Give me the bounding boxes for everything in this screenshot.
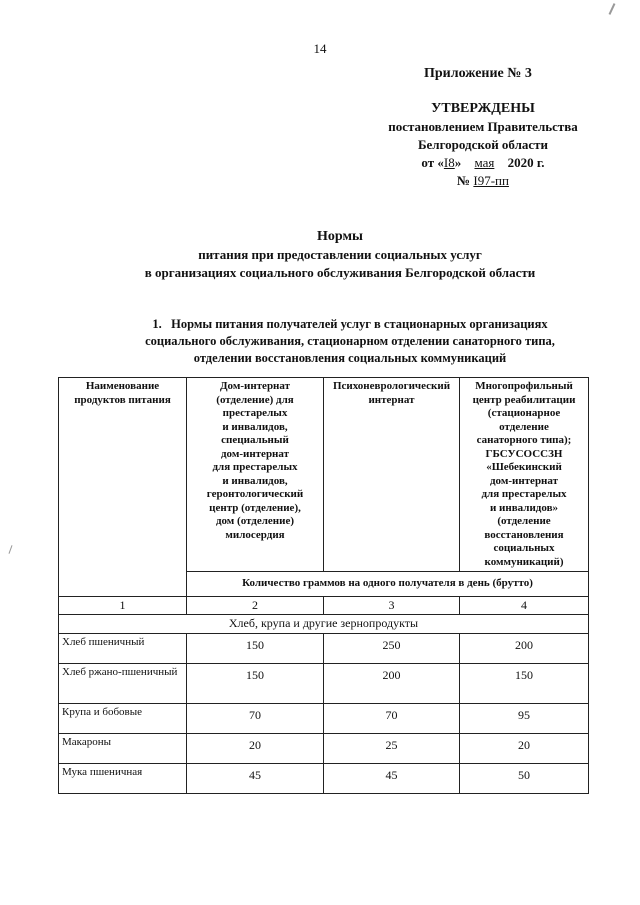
column-number: 1 (59, 596, 187, 615)
section-line-3: отделении восстановления социальных коммуникаций (193, 351, 507, 365)
group-label: Хлеб, крупа и другие зернопродукты (59, 615, 589, 634)
product-name: Мука пшеничная (59, 763, 187, 793)
date-mid: » (454, 155, 462, 170)
product-name: Крупа и бобовые (59, 703, 187, 733)
approval-block (358, 100, 608, 190)
nutrition-norms-table (58, 377, 589, 794)
column-number: 4 (460, 596, 589, 615)
table-row (59, 733, 589, 763)
header-products: Наименование продуктов питания (59, 378, 187, 597)
value-cell: 95 (460, 703, 589, 733)
date-year: 2020 г. (507, 155, 545, 170)
product-name: Хлеб пшеничный (59, 633, 187, 663)
header-psychoneurological: Психоневрологический интернат (324, 378, 460, 572)
group-row (59, 615, 589, 634)
product-name: Хлеб ржано-пшеничный (59, 663, 187, 703)
approval-title: УТВЕРЖДЕНЫ (431, 101, 535, 116)
column-number: 3 (324, 596, 460, 615)
number-prefix: № (457, 173, 471, 188)
approval-date (358, 154, 608, 172)
title-heading: Нормы (317, 229, 363, 244)
page-number: 14 (313, 41, 327, 56)
section-number: 1. (152, 317, 162, 331)
section-heading (100, 316, 600, 367)
value-cell: 150 (187, 633, 324, 663)
value-cell: 45 (187, 763, 324, 793)
section-line-2: социального обслуживания, стационарном отделении санаторного типа, (145, 334, 555, 348)
value-cell: 70 (324, 703, 460, 733)
date-day: I8 (443, 155, 455, 170)
date-prefix: от « (421, 155, 444, 170)
appendix-label: Приложение № 3 (424, 66, 532, 81)
value-cell: 70 (187, 703, 324, 733)
value-cell: 25 (324, 733, 460, 763)
scan-mark (609, 3, 616, 15)
value-cell: 200 (460, 633, 589, 663)
date-month: мая (474, 155, 495, 170)
title-subheading-2: в организациях социального обслуживания Белгородской области (144, 265, 536, 280)
header-nursing-home: Дом-интернат (отделение) для престарелых и инвалидов, специальный дом-интернат для престарелых и инвалидов, геронтологический центр (отделение), дом (отделение) милосердия (187, 378, 324, 572)
scan-mark (8, 545, 12, 554)
units-label: Количество граммов на одного получателя в день (брутто) (187, 572, 589, 597)
table-header-row (59, 378, 589, 572)
approval-line-2: Белгородской области (417, 137, 549, 152)
title-subheading-1: питания при предоставлении социальных услуг (198, 247, 482, 262)
value-cell: 150 (187, 663, 324, 703)
approval-number (358, 172, 608, 190)
section-line-1 (100, 316, 600, 333)
document-title (40, 228, 640, 282)
table-row (59, 763, 589, 793)
value-cell: 50 (460, 763, 589, 793)
value-cell: 200 (324, 663, 460, 703)
section-line-1-text: Нормы питания получателей услуг в стационарных организациях (171, 317, 548, 331)
table-row (59, 633, 589, 663)
value-cell: 20 (460, 733, 589, 763)
table-row (59, 703, 589, 733)
decree-number: I97-пп (473, 173, 509, 188)
value-cell: 45 (324, 763, 460, 793)
value-cell: 150 (460, 663, 589, 703)
header-rehab-center: Многопрофильный центр реабилитации (стационарное отделение санаторного типа); ГБСУСОССЗН «Шебекинский дом-интернат для престарелых и инвалидов» (отделение восстановления социальных коммуникаций) (460, 378, 589, 572)
column-number: 2 (187, 596, 324, 615)
value-cell: 20 (187, 733, 324, 763)
product-name: Макароны (59, 733, 187, 763)
approval-line-1: постановлением Правительства (388, 119, 578, 134)
value-cell: 250 (324, 633, 460, 663)
column-number-row (59, 596, 589, 615)
table-row (59, 663, 589, 703)
